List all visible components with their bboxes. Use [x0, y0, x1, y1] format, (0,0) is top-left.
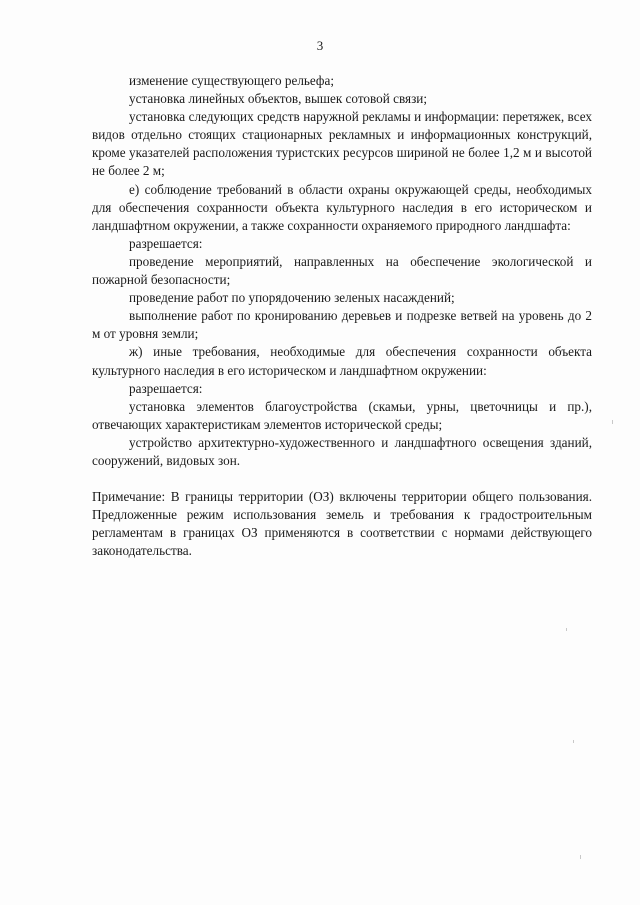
paragraph-tree-pruning: выполнение работ по кронированию деревьев и подрезке ветвей на уровень до 2 м от уровня земли;	[92, 308, 592, 342]
paragraph-advertising: установка следующих средств наружной рекламы и информации: перетяжек, всех видов отдельно стоящих стационарных рекламных и информационных конструкций, кроме указателей расположения туристских ресурсов шириной не более 1,2 м и высотой не более 2 м;	[92, 109, 592, 179]
scan-speck	[566, 628, 567, 631]
paragraph-environment-requirements: е) соблюдение требований в области охраны окружающей среды, необходимых для обеспечения сохранности объекта культурного наследия в его историческом и ландшафтном окружении, а также сохранности охраняемого природного ландшафта:	[92, 181, 592, 233]
scan-speck	[573, 740, 574, 743]
paragraph-linear-objects: установка линейных объектов, вышек сотовой связи;	[129, 91, 427, 107]
body-text	[92, 72, 592, 470]
scan-speck	[612, 420, 613, 424]
paragraph-landscaping-elements: установка элементов благоустройства (скамьи, урны, цветочницы и пр.), отвечающих характеристикам элементов исторической среды;	[92, 398, 592, 432]
paragraph-permitted-2: разрешается:	[129, 380, 203, 396]
note-paragraph: Примечание: В границы территории (ОЗ) включены территории общего пользования. Предложенные режим использования земель и требования к градостроительным регламентам в границах ОЗ применяются в соответствии с нормами действующего законодательства.	[92, 489, 592, 559]
paragraph-relief: изменение существующего рельефа;	[129, 73, 334, 88]
scan-speck	[580, 855, 581, 859]
paragraph-permitted-1: разрешается:	[129, 235, 203, 251]
paragraph-safety-measures: проведение мероприятий, направленных на обеспечение экологической и пожарной безопасности;	[92, 253, 592, 288]
page-number: 3	[316, 38, 324, 53]
paragraph-other-requirements: ж) иные требования, необходимые для обеспечения сохранности объекта культурного наследия в его историческом и ландшафтном окружении:	[92, 344, 592, 378]
paragraph-green-planting: проведение работ по упорядочению зеленых насаждений;	[129, 290, 455, 306]
paragraph-lighting: устройство архитектурно-художественного и ландшафтного освещения зданий, сооружений, видовых зон.	[92, 434, 592, 468]
